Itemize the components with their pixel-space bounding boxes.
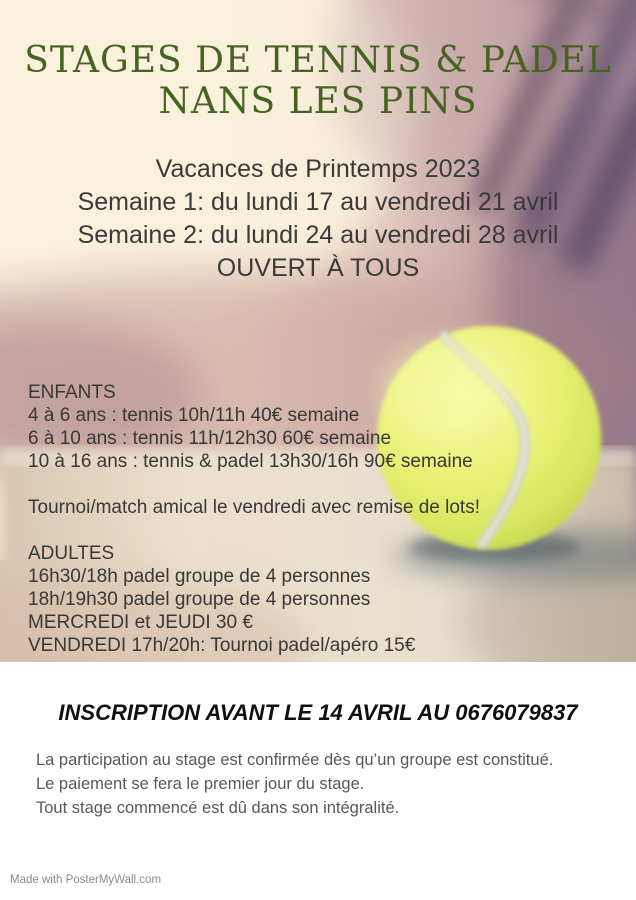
subtitle-line: OUVERT À TOUS (216, 254, 420, 282)
terms-line: Tout stage commencé est dû dans son intégralité. (36, 799, 400, 817)
schedule-line: MERCREDI et JEUDI 30 € (28, 612, 253, 633)
title-line-1: STAGES DE TENNIS & PADEL (24, 40, 612, 81)
schedule-section (28, 381, 616, 657)
adults-heading: ADULTES (28, 543, 115, 564)
tournament-note: Tournoi/match amical le vendredi avec remise de lots! (28, 497, 480, 518)
terms-line: Le paiement se fera le premier jour du stage. (36, 775, 365, 793)
schedule-line: VENDREDI 17h/20h: Tournoi padel/apéro 15€ (28, 635, 416, 656)
title-line-2: NANS LES PINS (158, 81, 478, 122)
terms-section (36, 748, 616, 820)
schedule-line: 10 à 16 ans : tennis & padel 13h30/16h 90€ semaine (28, 451, 473, 472)
schedule-line: 18h/19h30 padel groupe de 4 personnes (28, 589, 371, 610)
subtitle-line: Semaine 2: du lundi 24 au vendredi 28 avril (77, 221, 559, 249)
schedule-line: 4 à 6 ans : tennis 10h/11h 40€ semaine (28, 405, 360, 426)
subtitle-line: Semaine 1: du lundi 17 au vendredi 21 avril (77, 188, 559, 216)
registration-notice: INSCRIPTION AVANT LE 14 AVRIL AU 0676079837 (58, 700, 578, 725)
terms-line: La participation au stage est confirmée dès qu’un groupe est constitué. (36, 751, 554, 769)
postermywall-watermark: Made with PosterMyWall.com (10, 874, 162, 886)
schedule-line: 6 à 10 ans : tennis 11h/12h30 60€ semaine (28, 428, 392, 449)
schedule-line: 16h30/18h padel groupe de 4 personnes (28, 566, 371, 587)
subtitle-line: Vacances de Printemps 2023 (155, 155, 481, 183)
dates-subtitle (0, 153, 636, 285)
children-heading: ENFANTS (28, 382, 116, 403)
poster-title (0, 40, 636, 122)
